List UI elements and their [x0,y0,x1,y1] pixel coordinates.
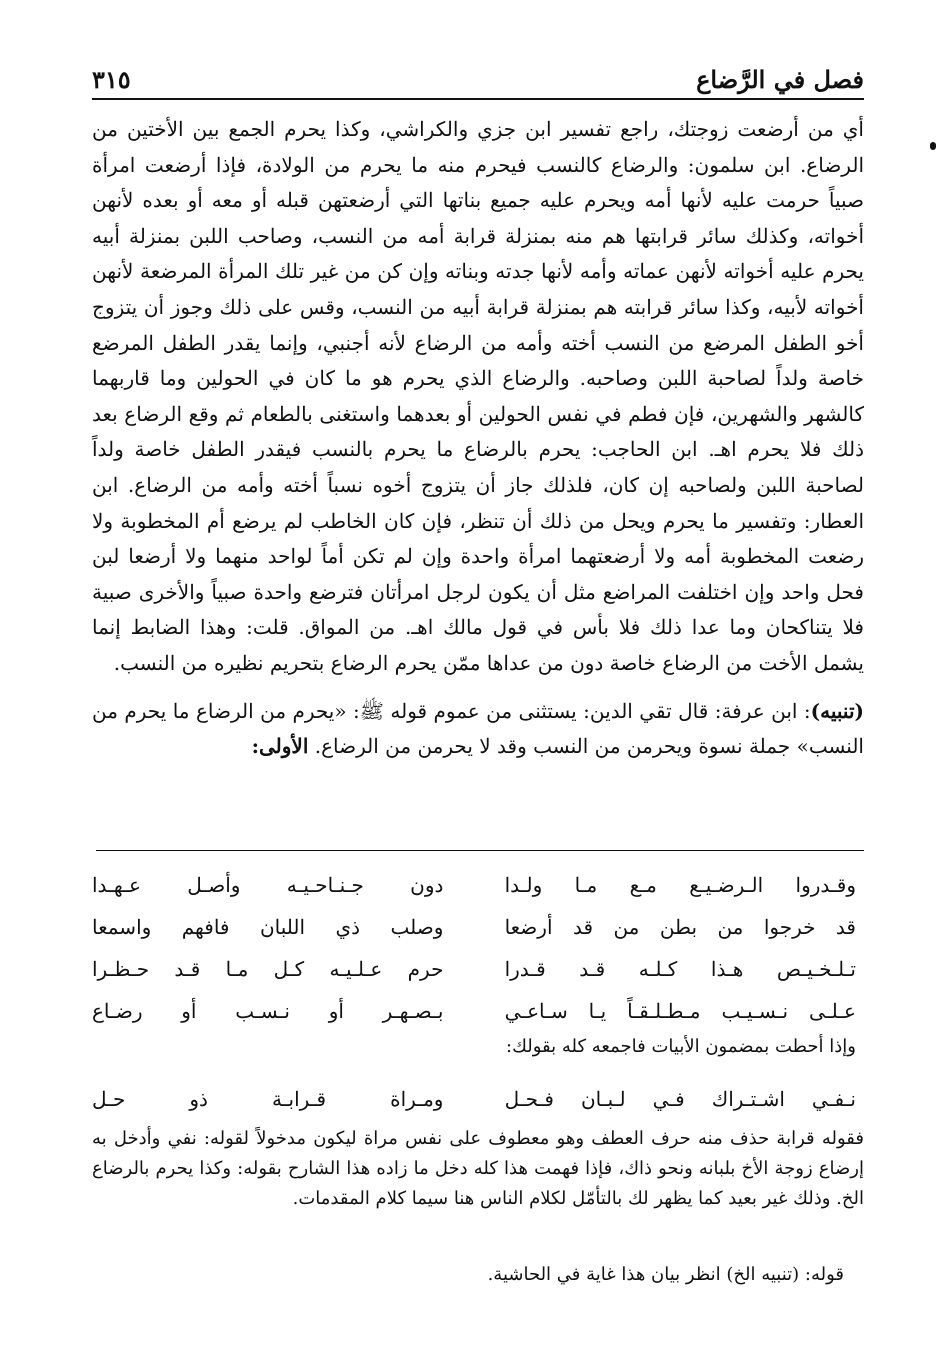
main-text [92,112,864,765]
verse-block [92,864,856,1032]
page-number: ٣١٥ [92,65,131,94]
verse-second-half: حرم عـلـيـه كـل مـا قـد حـظـرا [92,957,444,981]
verse-second-half: دون جـنـاحـيـه وأصـل عـهـدا [92,873,444,897]
verse-first-half: نـفـي اشـتـراك فـي لـبـان فـحـل [504,1087,856,1111]
footnote-divider [96,850,864,851]
margin-mark [930,142,936,150]
verse-first-half: عـلـى نـسـيـب مـطـلـقـاً يـا سـاعـي [504,999,856,1023]
verse-row [92,948,856,990]
verse-row [92,1078,856,1120]
main-paragraph: أي من أرضعت زوجتك، راجع تفسير ابن جزي والكراشي، وكذا يحرم الجمع بين الأختين من الرضاع. ابن سلمون: والرضاع كالنسب فيحرم منه ما يحرم من الولادة، فإذا أرضعت امرأة صبياً حرمت عليه لأنها أمه ويحرم عليه جميع بناتها التي أرضعتهن قبله أو معه أو بعده لأنهن أخواته، وكذلك سائر قرابتها هم منه بمنزلة قرابة أمه من النسب، وصاحب اللبن بمنزلة أبيه يحرم عليه أخواته لأنهن عماته وأمه لأنها جدته وبناته وإن كن من غير تلك المرأة المرضعة لأنهن أخواته لأبيه، وكذا سائر قرابته هم بمنزلة قرابة أبيه من النسب، وقس على ذلك وجوز أن يتزوج أخو الطفل المرضع من النسب أخته وأمه من الرضاع لأنه أجنبي، وإنما يقدر الطفل المرضع خاصة ولداً لصاحبة اللبن وصاحبه. والرضاع الذي يحرم هو ما كان في الحولين وما قاربهما كالشهر والشهرين، فإن فطم في نفس الحولين أو بعدهما واستغنى بالطعام ثم وقع الرضاع بعد ذلك فلا يحرم اهـ. ابن الحاجب: يحرم بالرضاع ما يحرم بالنسب فيقدر الطفل خاصة ولداً لصاحبة اللبن ولصاحبه إن كان، فلذلك جاز أن يتزوج أخوه نسباً أخته وأمه من الرضاع. ابن العطار: وتفسير ما يحرم ويحل من ذلك أن تنظر، فإن كان الخاطب لم يرضع أم المخطوبة ولا رضعت المخطوبة أمه ولا أرضعتهما امرأة واحدة وإن لم تكن أماً لواحد منهما ولا أرضعا لبن فحل واحد وإن اختلفت المراضع مثل أن يكون لرجل امرأتان فترضع واحدة صبياً والأخرى صبية فلا يتناكحان وما عدا ذلك فلا بأس في قول مالك اهـ. من المواق. قلت: وهذا الضابط إنما يشمل الأخت من الرضاع خاصة دون من عداها ممّن يحرم الرضاع بتحريم نظيره من النسب. [92,117,865,675]
summary-verse [92,1078,856,1120]
verse-row [92,864,856,906]
verse-first-half: وقـدروا الـرضـيـع مـع مـا ولـدا [504,873,856,897]
page-header [92,58,864,100]
footnote-last: قوله: (تنبيه الخ) انظر بيان هذا غاية في الحاشية. [487,1264,844,1285]
verse-row [92,990,856,1032]
verse-row [92,906,856,948]
verse-second-half: وصلب ذي اللبان فافهم واسمعا [92,915,444,939]
note-paragraph [92,694,864,765]
verse-first-half: قد خرجوا من بطن من قد أرضعا [504,915,856,939]
footnote-text: فقوله قرابة حذف منه حرف العطف وهو معطوف على نفس مراة ليكون مدخولاً لقوله: نفي وأدخل به إرضاع زوجة الأخ بلبانه ونحو ذاك، فإذا فهمت هذا كله دخل ما زاده هذا الشارح بقوله: وكذا يحرم بالرضاع الخ. وذلك غير بعيد كما يظهر لك بالتأمّل لكلام الناس هنا سيما كلام المقدمات. [92,1128,864,1209]
verse-intro: وإذا أحطت بمضمون الأبيات فاجمعه كله بقولك: [506,1036,856,1057]
note-label: (تنبيه) [810,698,864,723]
note-end: الأولى: [251,734,309,759]
verse-second-half: بـصـهـر أو نـسـب أو رضـاع [92,999,444,1023]
verse-second-half: ومـراة قـرابـة ذو حـل [92,1087,444,1111]
verse-first-half: تـلـخـيـص هـذا كـلـه قـد قـدرا [504,957,856,981]
chapter-title: فصل في الرَّضاع [696,65,864,94]
note-text: : ابن عرفة: قال تقي الدين: يستثنى من عموم قوله ﷺ: «يحرم من الرضاع ما يحرم من النسب» جملة نسوة ويحرمن من النسب وقد لا يحرمن من الرضاع. [92,698,864,759]
